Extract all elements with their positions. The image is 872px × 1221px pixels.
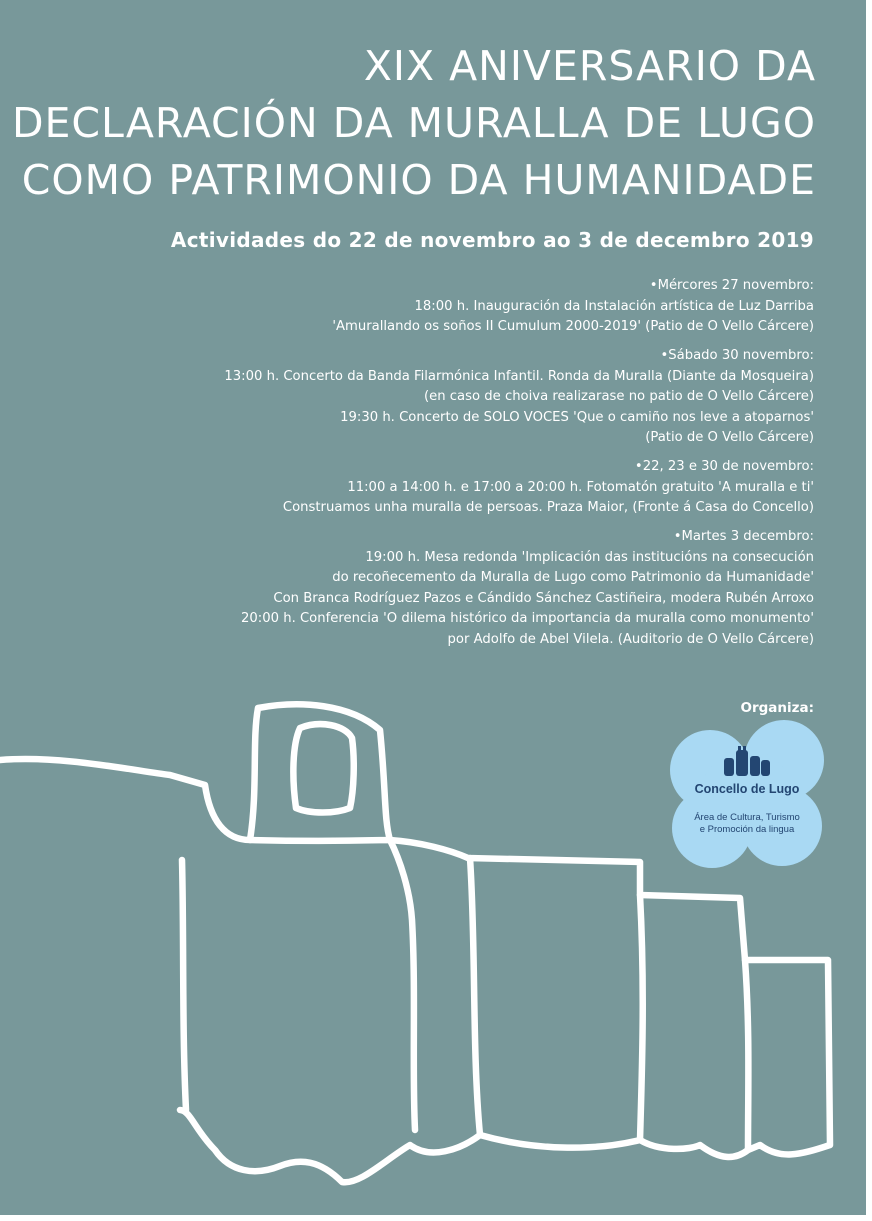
- wall-segment-2: [640, 895, 643, 1140]
- tower-base-left: [182, 860, 186, 1110]
- event-line: por Adolfo de Abel Vilela. (Auditorio de O Vello Cárcere): [447, 631, 814, 647]
- logo-department: [670, 812, 824, 836]
- event-line: 11:00 a 14:00 h. e 17:00 a 20:00 h. Fotomatón gratuito 'A muralla e ti': [347, 479, 814, 495]
- event-item: [54, 457, 814, 519]
- wall-segment-1: [470, 858, 480, 1135]
- wall-segment-3: [745, 960, 748, 1150]
- event-line: Construamos unha muralla de persoas. Praza Maior, (Fronte á Casa do Concello): [282, 500, 814, 515]
- event-line: 19:00 h. Mesa redonda 'Implicación das institucións na consecución: [365, 549, 814, 565]
- organizer-label: Organiza:: [740, 700, 814, 716]
- event-line: 18:00 h. Inauguración da Instalación artística de Luz Darriba: [414, 298, 814, 314]
- event-line: (en caso de choiva realizarase no patio de O Vello Cárcere): [424, 389, 814, 404]
- logo-dept-line-1: Área de Cultura, Turismo: [694, 812, 800, 823]
- event-item: [54, 527, 814, 650]
- event-item: [54, 276, 814, 338]
- event-date: • 22, 23 e 30 de novembro:: [54, 457, 814, 478]
- title-line-1: XIX ANIVERSARIO DA: [363, 42, 816, 90]
- event-line: 'Amurallando os soños II Cumulum 2000-2019' (Patio de O Vello Cárcere): [332, 319, 814, 334]
- events-list: [54, 276, 814, 659]
- event-date: • Martes 3 decembro:: [54, 527, 814, 548]
- event-line: Con Branca Rodríguez Pazos e Cándido Sánchez Castiñeira, modera Rubén Arroxo: [273, 590, 814, 606]
- event-line: 19:30 h. Concerto de SOLO VOCES 'Que o camiño nos leve a atoparnos': [340, 409, 814, 425]
- wall-towers-icon: [724, 746, 770, 776]
- event-line: do recoñecemento da Muralla de Lugo como Patrimonio da Humanidade': [332, 570, 814, 585]
- event-date: • Sábado 30 novembro:: [54, 346, 814, 367]
- event-item: [54, 346, 814, 449]
- poster-subtitle: Actividades do 22 de novembro ao 3 de decembro 2019: [170, 228, 814, 252]
- tower-window-icon: [293, 724, 353, 812]
- logo-dept-line-2: e Promoción da lingua: [699, 824, 795, 835]
- concello-lugo-logo: [670, 720, 824, 868]
- tower-panel: [250, 840, 415, 1130]
- event-line: (Patio de O Vello Cárcere): [645, 430, 814, 445]
- title-line-3: COMO PATRIMONIO DA HUMANIDADE: [21, 156, 816, 204]
- event-date: • Mércores 27 novembro:: [54, 276, 814, 297]
- event-line: 20:00 h. Conferencia 'O dilema histórico da importancia da muralla como monumento': [241, 611, 814, 626]
- event-line: 13:00 h. Concerto da Banda Filarmónica Infantil. Ronda da Muralla (Diante da Mosqueira): [224, 368, 814, 384]
- title-line-2: DECLARACIÓN DA MURALLA DE LUGO: [11, 99, 816, 147]
- poster-title: [12, 38, 816, 209]
- logo-name: Concello de Lugo: [694, 782, 800, 796]
